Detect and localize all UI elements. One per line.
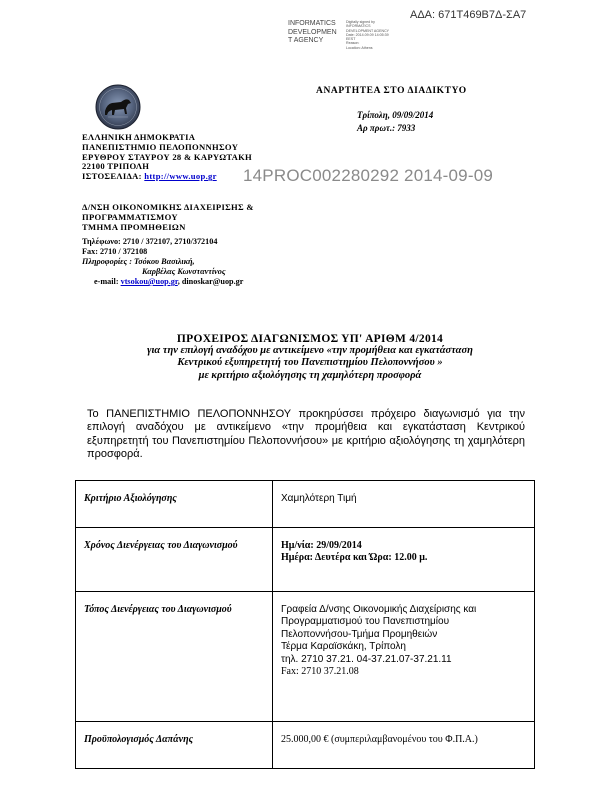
dept-line: ΤΜΗΜΑ ΠΡΟΜΗΘΕΙΩΝ (82, 221, 186, 232)
signature-detail-line: Location: Athens (346, 45, 373, 50)
table-row (76, 528, 535, 592)
row-label: Προϋπολογισμός Δαπάνης (76, 722, 273, 769)
contact-fax: Fax: 2710 / 372108 (82, 247, 148, 256)
website-label: ΙΣΤΟΣΕΛΙΔΑ: (82, 171, 142, 182)
org-line: 22100 ΤΡΙΠΟΛΗ (82, 161, 150, 172)
signature-detail-line: Reason: (346, 41, 360, 46)
signature-title-line: INFORMATICS (288, 20, 336, 27)
org-line: ΕΛΛΗΝΙΚΗ ΔΗΜΟΚΡΑΤΙΑ (82, 132, 196, 142)
email-label: e-mail: (94, 277, 121, 286)
org-line: ΕΡΥΘΡΟΥ ΣΤΑΥΡΟΥ 28 & ΚΑΡΥΩΤΑΚΗ (82, 151, 253, 162)
row-value: Ημ/νία: 29/09/2014 Ημέρα: Δευτέρα και Ώρα: 12.00 μ. (273, 528, 535, 592)
signature-title (288, 20, 337, 46)
signature-detail-line: EEST (346, 37, 356, 42)
ada-code: ΑΔΑ: 671Τ469Β7Δ-ΣΑ7 (410, 9, 527, 21)
tender-details-table (75, 480, 535, 769)
protocol-number: Αρ πρωτ.: 7933 (357, 123, 416, 133)
organization-block (82, 133, 252, 182)
info-name: Τσόκου Βασιλική, (134, 257, 195, 266)
website-link[interactable]: http://www.uop.gr (144, 171, 217, 182)
tender-title-subline: με κριτήριο αξιολόγησης τη χαμηλότερη προσφορά (198, 369, 422, 381)
contact-info-row (82, 257, 243, 267)
tender-title-subline: για την επιλογή αναδόχου με αντικείμενο «την προμήθεια και εγκατάσταση (147, 345, 473, 357)
signature-title-line: DEVELOPMEN (288, 28, 337, 36)
row-label: Τόπος Διενέργειας του Διαγωνισμού (76, 592, 273, 722)
signature-title-line: T AGENCY (288, 37, 324, 44)
info-name: Καρβέλας Κωνσταντίνος (142, 267, 226, 276)
email-row (82, 277, 243, 287)
tender-title-subline: Κεντρικού εξυπηρετητή του Πανεπιστημίου Πελοποννήσου » (177, 357, 443, 369)
row-value: Χαμηλότερη Τιμή (273, 481, 535, 528)
email-link[interactable]: vtsokou@uop.gr (120, 277, 178, 286)
publish-notice: ΑΝΑΡΤΗΤΕΑ ΣΤΟ ΔΙΑΔΙΚΤΥΟ (316, 86, 467, 96)
email-second: , dinoskar@uop.gr (177, 277, 244, 286)
signature-detail-line: INFORMATICS (346, 24, 371, 29)
row-value: Γραφεία Δ/νσης Οικονομικής Διαχείρισης και Προγραμματισμού του Πανεπιστημίου Πελοποννήσου-Τμήμα Προμηθειών Τέρμα Καραϊσκάκη, Τρίπολη τηλ. 2710 37.21. 04-37.21.07-37.21.11 Fax: 2710 37.21.08 (273, 592, 535, 722)
document-date: Τρίπολη, 09/09/2014 (357, 110, 434, 120)
contact-block (82, 237, 243, 287)
row-label: Χρόνος Διενέργειας του Διαγωνισμού (76, 528, 273, 592)
signature-details (346, 20, 389, 50)
table-row (76, 722, 535, 769)
row-label: Κριτήριο Αξιολόγησης (76, 481, 273, 528)
procurement-stamp: 14PROC002280292 2014-09-09 (243, 166, 493, 185)
university-seal-logo (95, 84, 141, 130)
tender-title (80, 333, 540, 382)
table-row (76, 592, 535, 722)
department-block (82, 203, 254, 232)
contact-phone: Τηλέφωνο: 2710 / 372107, 2710/372104 (82, 237, 218, 246)
website-row (82, 172, 252, 182)
table-row (76, 481, 535, 528)
org-line: ΠΑΝΕΠΙΣΤΗΜΙΟ ΠΕΛΟΠΟΝΝΗΣΟΥ (82, 141, 239, 152)
row-value: 25.000,00 € (συμπεριλαμβανομένου του Φ.Π.Α.) (273, 722, 535, 769)
tender-title-main: ΠΡΟΧΕΙΡΟΣ ΔΙΑΓΩΝΙΣΜΟΣ ΥΠ' ΑΡΙΘΜ 4/2014 (176, 333, 444, 345)
signature-detail-line: DEVELOPMENT AGENCY (346, 28, 390, 33)
info-label: Πληροφορίες : (82, 257, 135, 266)
dept-line: Δ/ΝΣΗ ΟΙΚΟΝΟΜΙΚΗΣ ΔΙΑΧΕΙΡΙΣΗΣ & (82, 202, 254, 212)
dept-line: ΠΡΟΓΡΑΜΜΑΤΙΣΜΟΥ (82, 211, 178, 222)
intro-paragraph: Το ΠΑΝΕΠΙΣΤΗΜΙΟ ΠΕΛΟΠΟΝΝΗΣΟΥ προκηρύσσει πρόχειρο διαγωνισμό για την επιλογή αναδόχου με αντικείμενο «την προμήθεια και εγκατάσταση Κεντρικού εξυπηρετητή του Πανεπιστημίου Πελοποννήσου» με κριτήριο αξιολόγησης τη χαμηλότερη προσφορά. (87, 408, 525, 461)
signature-detail-line: Date: 2014.09.09 14:05:39 (346, 32, 389, 37)
signature-detail-line: Digitally signed by (346, 20, 375, 24)
